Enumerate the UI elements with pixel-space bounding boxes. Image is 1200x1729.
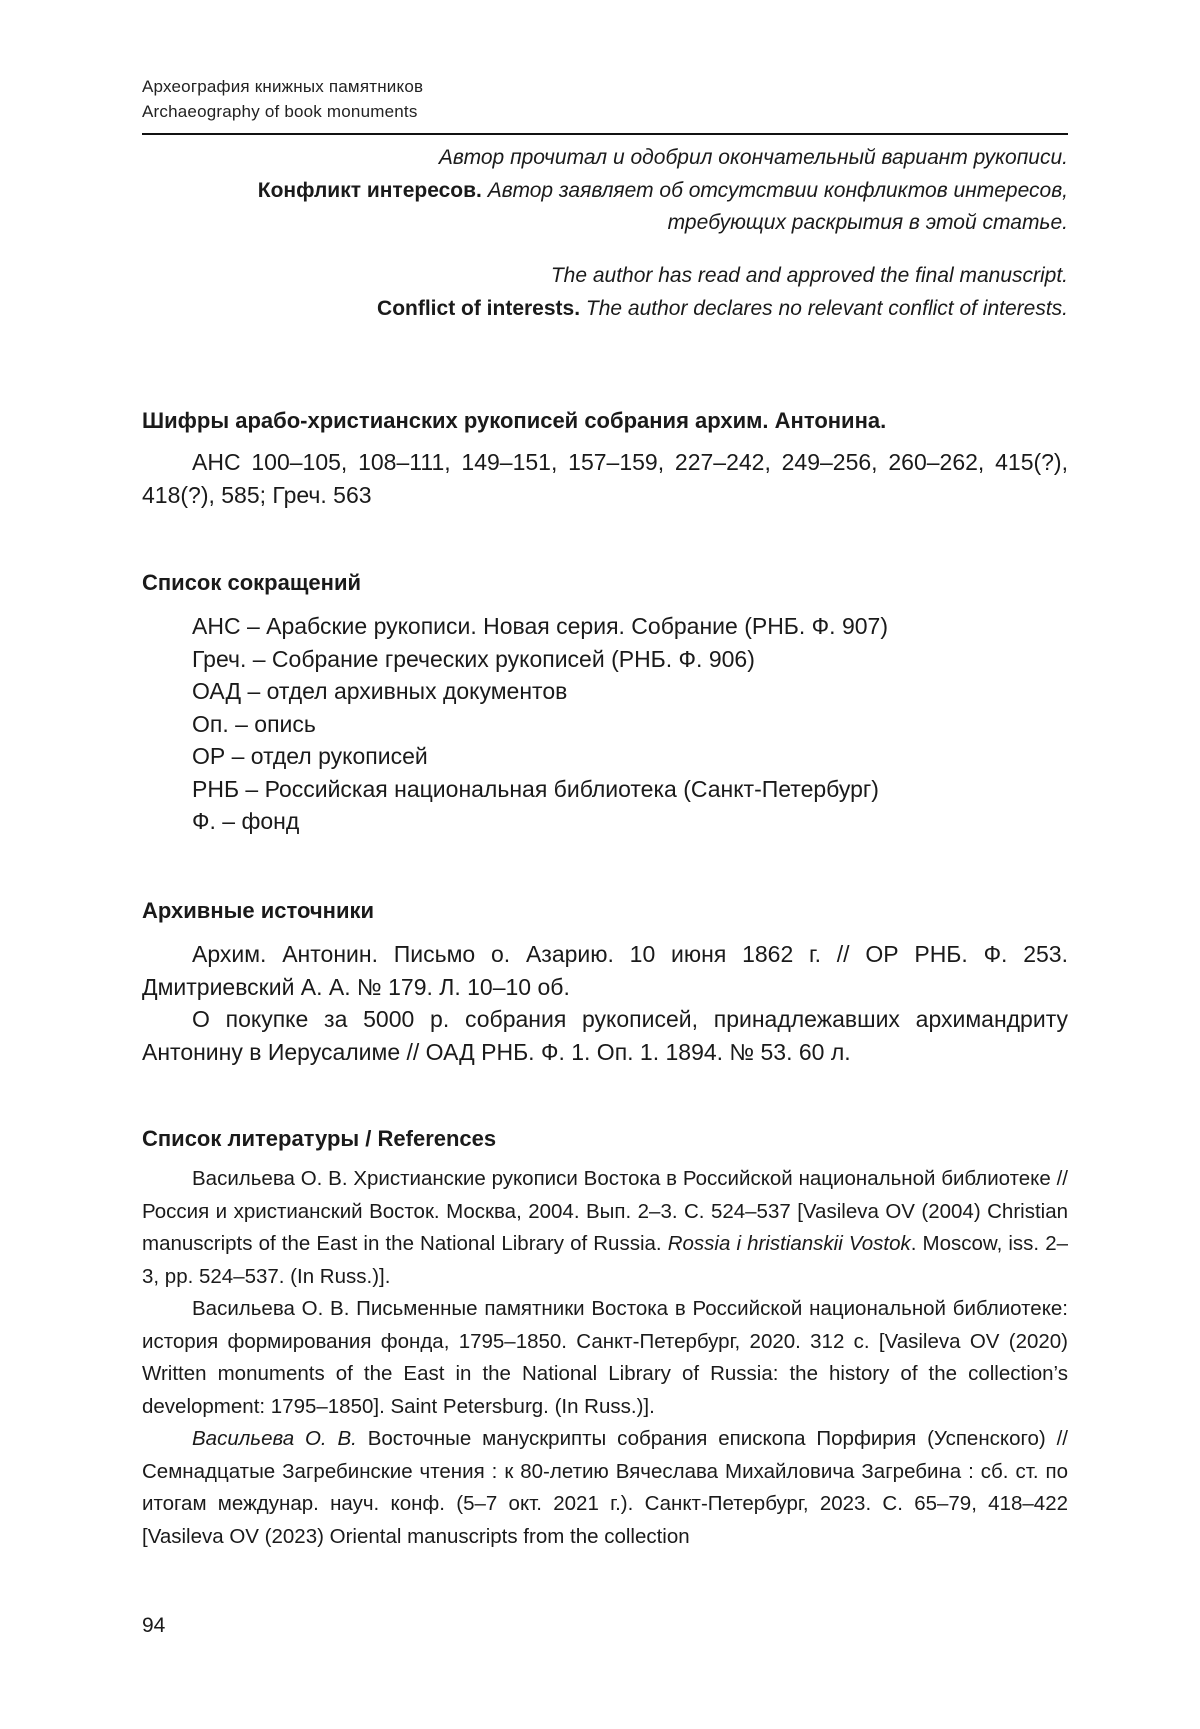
- conflict-text-ru-2: требующих раскрытия в этой статье.: [667, 211, 1068, 234]
- abbreviation-item: АНС – Арабские рукописи. Новая серия. Собрание (РНБ. Ф. 907): [192, 613, 888, 639]
- shelfmarks-section: [142, 406, 1068, 511]
- reference-author: Васильева О. В.: [192, 1427, 357, 1450]
- references-heading: Список литературы / References: [142, 1126, 497, 1151]
- conflict-text-ru: Автор заявляет об отсутствии конфликтов интересов,: [487, 178, 1068, 202]
- abbreviation-item: Оп. – опись: [192, 710, 316, 737]
- reference-item: [142, 1423, 1068, 1553]
- reference-text: Васильева О. В. Письменные памятники Востока в Российской национальной библиотеке: история формирования фонда, 1795–1850. Санкт-Петербург, 2020. 312 с. [Vasileva OV (2020) Written monuments of the East in the National Library of Russia: the history of the collection’s development: 1795–1850]. Saint Petersburg. (In Russ.)].: [142, 1297, 1068, 1418]
- approval-ru: Автор прочитал и одобрил окончательный вариант рукописи.: [438, 146, 1068, 169]
- archival-heading: Архивные источники: [142, 898, 374, 923]
- conflict-label-ru: Конфликт интересов.: [257, 178, 482, 202]
- abbreviations-heading: Список сокращений: [142, 570, 361, 595]
- reference-text: Васильева О. В. Христианские рукописи Востока в Российской национальной библиотеке // Россия и христианский Восток. Москва, 2004. Вып. 2–3. С. 524–537 [Vasileva OV (2004) Christian manuscripts of the East in the National Library of Russia.: [142, 1167, 1068, 1255]
- references-section: [142, 1124, 1068, 1553]
- page-number: 94: [142, 1614, 166, 1637]
- running-head-ru: Археография книжных памятников: [142, 77, 424, 96]
- reference-text: Восточные манускрипты собрания епископа Порфирия (Успенского) // Семнадцатые Загребинские чтения : к 80-летию Вячеслава Михайловича Загребина : сб. ст. по итогам междунар. науч. конф. (5–7 окт. 2021 г.). Санкт-Петербург, 2023. С. 65–79, 418–422 [Vasileva OV (2023) Oriental manuscripts from the collection: [142, 1427, 1068, 1548]
- abbreviations-list: [142, 610, 1068, 838]
- reference-tail: . Moscow, iss. 2–3, pp. 524–537. (In Russ.)].: [142, 1232, 1068, 1288]
- reference-journal: Rossia i hristianskii Vostok: [667, 1232, 911, 1255]
- header-divider: [142, 133, 1068, 135]
- approval-en: The author has read and approved the final manuscript.: [550, 264, 1068, 287]
- archival-section: [142, 896, 1068, 1068]
- conflict-en: [142, 293, 1068, 326]
- abbreviation-item: ОР – отдел рукописей: [192, 743, 428, 769]
- archival-item: О покупке за 5000 р. собрания рукописей, принадлежавших архимандриту Антонину в Иерусалиме // ОАД РНБ. Ф. 1. Оп. 1. 1894. № 53. 60 л.: [142, 1006, 1068, 1065]
- shelfmarks-text: АНС 100–105, 108–111, 149–151, 157–159, 227–242, 249–256, 260–262, 415(?), 418(?), 585; Греч. 563: [142, 449, 1068, 508]
- conflict-label-en: Conflict of interests.: [377, 296, 581, 320]
- reference-item: [142, 1163, 1068, 1293]
- conflict-text-en: The author declares no relevant conflict of interests.: [585, 296, 1068, 320]
- running-head-en: Archaeography of book monuments: [142, 102, 418, 121]
- statements-ru: [142, 142, 1068, 240]
- shelfmarks-heading: Шифры арабо-христианских рукописей собрания архим. Антонина.: [142, 408, 887, 433]
- abbreviations-section: [142, 568, 1068, 838]
- abbreviation-item: ОАД – отдел архивных документов: [192, 678, 568, 704]
- running-head: [142, 74, 423, 124]
- abbreviation-item: Греч. – Собрание греческих рукописей (РНБ. Ф. 906): [192, 645, 755, 672]
- archival-item: Архим. Антонин. Письмо о. Азарию. 10 июня 1862 г. // ОР РНБ. Ф. 253. Дмитриевский А. А. № 179. Л. 10–10 об.: [142, 941, 1068, 1000]
- abbreviation-item: Ф. – фонд: [192, 808, 300, 834]
- abbreviation-item: РНБ – Российская национальная библиотека (Санкт-Петербург): [192, 775, 879, 802]
- conflict-ru: [142, 175, 1068, 208]
- statements-en: [142, 260, 1068, 325]
- reference-item: [142, 1293, 1068, 1423]
